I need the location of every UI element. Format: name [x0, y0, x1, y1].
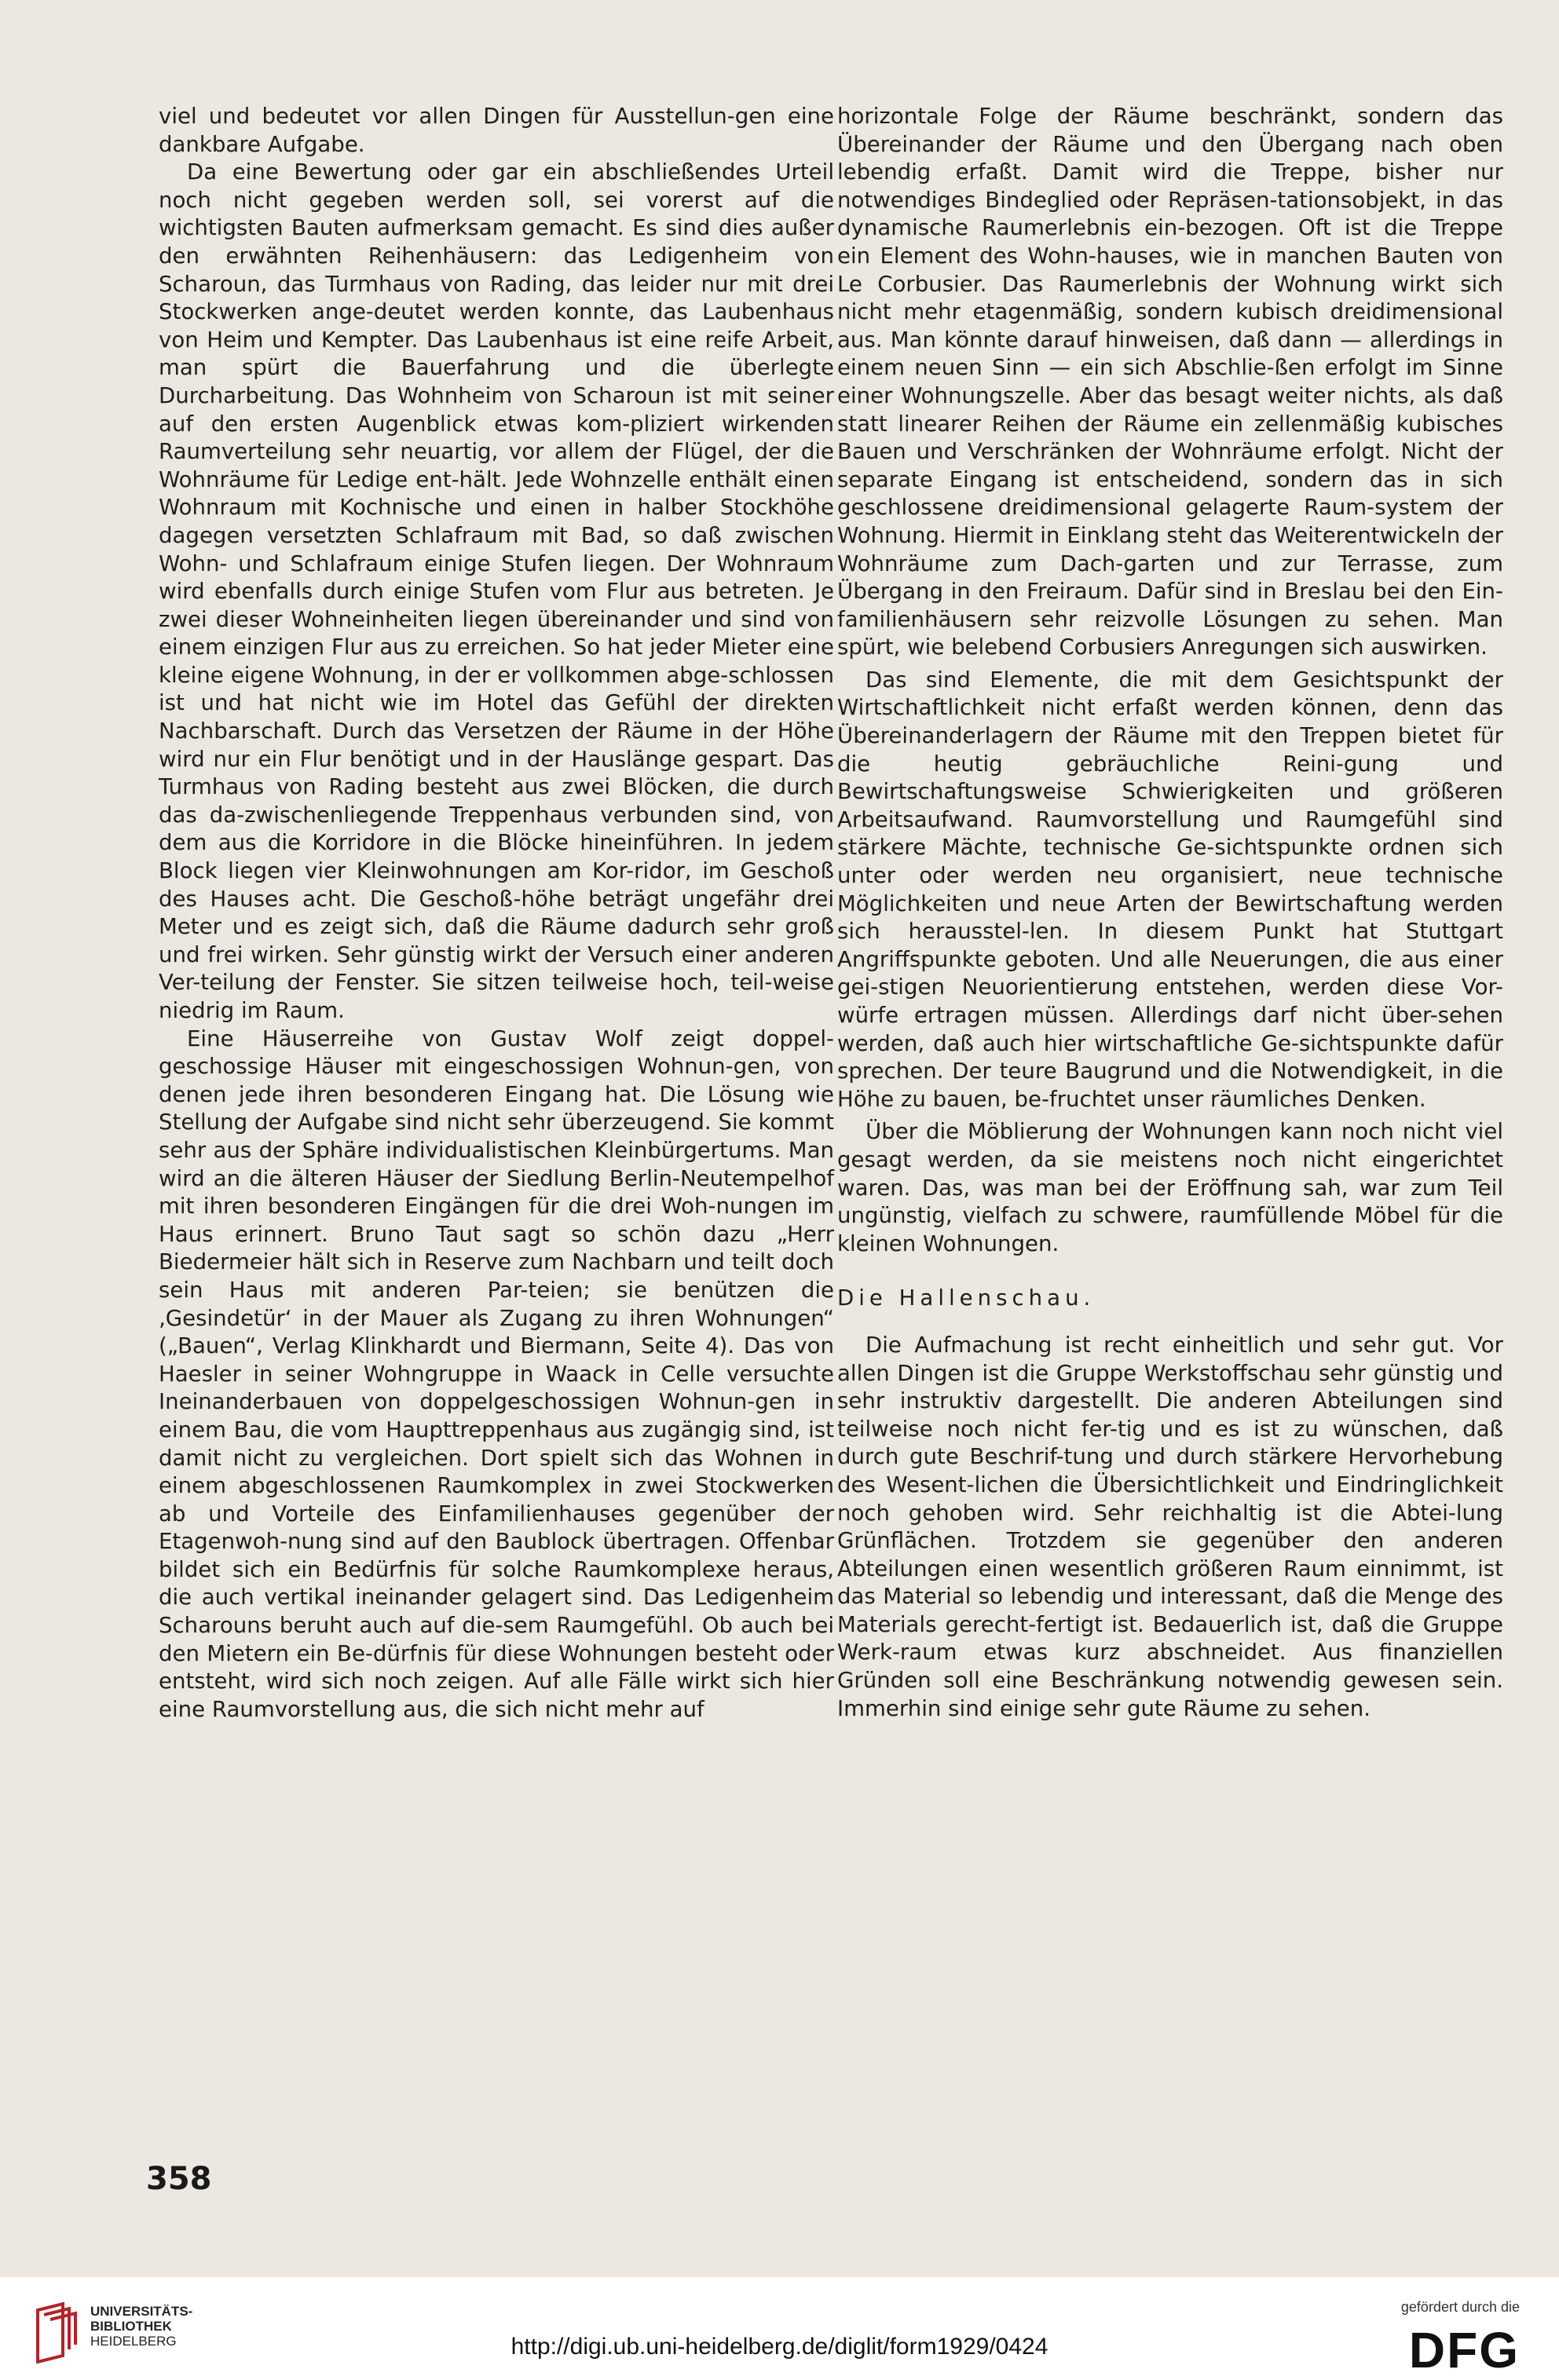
- left-text-column: [159, 102, 834, 1723]
- paragraph: Die Aufmachung ist recht einheitlich und sehr gut. Vor allen Dingen ist die Gruppe Werkstoffschau sehr günstig und sehr instruktiv dargestellt. Die anderen Abteilungen sind teilweise noch nicht fer-tig und es ist zu wünschen, daß durch gute Beschrif-tung und durch stärkere Hervorhebung des Wesent-lichen die Übersichtlichkeit und Eindringlichkeit noch gehoben wird. Sehr reichhaltig ist die Abtei-lung Grünflächen. Trotzdem sie gegenüber den anderen Abteilungen einen wesentlich größeren Raum einnimmt, ist das Material so lebendig und interessant, daß die Menge des Materials gerecht-fertigt ist. Bedauerlich ist, daß die Gruppe Werk-raum etwas kurz abschneidet. Aus finanziellen Gründen soll eine Beschränkung notwendig gewesen sein. Immerhin sind einige sehr gute Räume zu sehen.: [837, 1331, 1503, 1721]
- paragraph: Da eine Bewertung oder gar ein abschließendes Urteil noch nicht gegeben werden soll, sei vorerst auf die wichtigsten Bauten aufmerksam gemacht. Es sind dies außer den erwähnten Reihenhäusern: das Ledigenheim von Scharoun, das Turmhaus von Rading, das leider nur mit drei Stockwerken ange-deutet werden konnte, das Laubenhaus von Heim und Kempter. Das Laubenhaus ist eine reife Arbeit, man spürt die Bauerfahrung und die überlegte Durcharbeitung. Das Wohnheim von Scharoun ist mit seiner auf den ersten Augenblick etwas kom-pliziert wirkenden Raumverteilung sehr neuartig, vor allem der Flügel, der die Wohnräume für Ledige ent-hält. Jede Wohnzelle enthält einen Wohnraum mit Kochnische und einen in halber Stockhöhe dagegen versetzten Schlafraum mit Bad, so daß zwischen Wohn- und Schlafraum einige Stufen liegen. Der Wohnraum wird ebenfalls durch einige Stufen vom Flur aus betreten. Je zwei dieser Wohneinheiten liegen übereinander und sind von einem einzigen Flur aus zu erreichen. So hat jeder Mieter eine kleine eigene Wohnung, in der er vollkommen abge-schlossen ist und hat nicht wie im Hotel das Gefühl der direkten Nachbarschaft. Durch das Versetzen der Räume in der Höhe wird nur ein Flur benötigt und in der Hauslänge gespart. Das Turmhaus von Rading besteht aus zwei Blöcken, die durch das da-zwischenliegende Treppenhaus verbunden sind, von dem aus die Korridore in die Blöcke hineinführen. In jedem Block liegen vier Kleinwohnungen am Kor-ridor, im Geschoß des Hauses acht. Die Geschoß-höhe beträgt ungefähr drei Meter und es zeigt sich, daß die Räume dadurch sehr groß und frei wirken. Sehr günstig wirkt der Versuch einer anderen Ver-teilung der Fenster. Sie sitzen teilweise hoch, teil-weise niedrig im Raum.: [159, 159, 834, 1023]
- paragraph: Über die Möblierung der Wohnungen kann noch nicht viel gesagt werden, da sie meistens noch nicht eingerichtet waren. Das, was man bei der Eröffnung sah, war zum Teil ungünstig, vielfach zu schwere, raumfüllende Möbel für die kleinen Wohnungen.: [837, 1118, 1503, 1256]
- section-heading: Die Hallenschau.: [837, 1285, 1096, 1311]
- paragraph: Das sind Elemente, die mit dem Gesichtspunkt der Wirtschaftlichkeit nicht erfaßt werden können, denn das Übereinanderlagern der Räume mit den Treppen bietet für die heutig gebräuchliche Reini-gung und Bewirtschaftungsweise Schwierigkeiten und größeren Arbeitsaufwand. Raumvorstellung und Raumgefühl sind stärkere Mächte, technische Ge-sichtspunkte ordnen sich unter oder werden neu organisiert, neue technische Möglichkeiten und neue Arten der Bewirtschaftung werden sich herausstel-len. In diesem Punkt hat Stuttgart Angriffspunkte geboten. Und alle Neuerungen, die aus einer gei-stigen Neuorientierung entstehen, werden diese Vor-würfe ertragen müssen. Allerdings darf nicht über-sehen werden, daß auch hier wirtschaftliche Ge-sichtspunkte dafür sprechen. Der teure Baugrund und die Notwendigkeit, in die Höhe zu bauen, be-fruchtet unser räumliches Denken.: [837, 666, 1503, 1112]
- right-text-column: [837, 102, 1503, 1722]
- digitization-footer: [0, 2277, 1559, 2380]
- page-number: 358: [146, 2161, 212, 2197]
- paragraph: Eine Häuserreihe von Gustav Wolf zeigt doppel-geschossige Häuser mit eingeschossigen Wohnun-gen, von denen jede ihren besonderen Eingang hat. Die Lösung wie Stellung der Aufgabe sind nicht sehr überzeugend. Sie kommt sehr aus der Sphäre individualistischen Kleinbürgertums. Man wird an die älteren Häuser der Siedlung Berlin-Neutempelhof mit ihren besonderen Eingängen für die drei Woh-nungen im Haus erinnert. Bruno Taut sagt so schön dazu „Herr Biedermeier hält sich in Reserve zum Nachbarn und teilt doch sein Haus mit anderen Par-teien; sie benützen die ‚Gesindetür‘ in der Mauer als Zugang zu ihren Wohnungen“ („Bauen“, Verlag Klinkhardt und Biermann, Seite 4). Das von Haesler in seiner Wohngruppe in Waack in Celle versuchte Ineinanderbauen von doppelgeschossigen Wohnun-gen in einem Bau, die vom Haupttreppenhaus aus zugängig sind, ist damit nicht zu vergleichen. Dort spielt sich das Wohnen in einem abgeschlossenen Raumkomplex in zwei Stockwerken ab und Vorteile des Einfamilienhauses gegenüber der Etagenwoh-nung sind auf den Baublock übertragen. Offenbar bildet sich ein Bedürfnis für solche Raumkomplexe heraus, die auch vertikal ineinander gelagert sind. Das Ledigenheim Scharouns beruht auch auf die-sem Raumgefühl. Ob auch bei den Mietern ein Be-dürfnis für diese Wohnungen besteht oder entsteht, wird sich noch zeigen. Auf alle Fälle wirkt sich hier eine Raumvorstellung aus, die sich nicht mehr auf: [159, 1025, 834, 1722]
- dfg-logo: DFG: [1408, 2322, 1520, 2378]
- source-url-link[interactable]: http://digi.ub.uni-heidelberg.de/diglit/form1929/0424: [511, 2334, 1048, 2360]
- library-name-line: UNIVERSITÄTS-: [90, 2304, 193, 2319]
- paragraph: viel und bedeutet vor allen Dingen für Ausstellun-gen eine dankbare Aufgabe.: [159, 103, 834, 157]
- library-name-line: HEIDELBERG: [90, 2334, 177, 2349]
- library-name-line: BIBLIOTHEK: [90, 2319, 172, 2334]
- paragraph: horizontale Folge der Räume beschränkt, sondern das Übereinander der Räume und den Übergang nach oben lebendig erfaßt. Damit wird die Treppe, bisher nur notwendiges Bindeglied oder Repräsen-tationsobjekt, in das dynamische Raumerlebnis ein-bezogen. Oft ist die Treppe ein Element des Wohn-hauses, wie in manchen Bauten von Le Corbusier. Das Raumerlebnis der Wohnung wirkt sich nicht mehr etagenmäßig, sondern kubisch dreidimensional aus. Man könnte darauf hinweisen, daß dann — allerdings in einem neuen Sinn — ein sich Abschlie-ßen erfolgt im Sinne einer Wohnungszelle. Aber das besagt weiter nichts, als daß statt linearer Reihen der Räume ein zellenmäßig kubisches Bauen und Verschränken der Wohnräume erfolgt. Nicht der separate Eingang ist entscheidend, sondern das in sich geschlossene dreidimensional gelagerte Raum-system der Wohnung. Hiermit in Einklang steht das Weiterentwickeln der Wohnräume zum Dach-garten und zur Terrasse, zum Übergang in den Freiraum. Dafür sind in Breslau bei den Ein-familienhäusern sehr reizvolle Lösungen zu sehen. Man spürt, wie belebend Corbusiers Anregungen sich auswirken.: [837, 103, 1503, 660]
- funding-note: gefördert durch die: [1400, 2299, 1520, 2315]
